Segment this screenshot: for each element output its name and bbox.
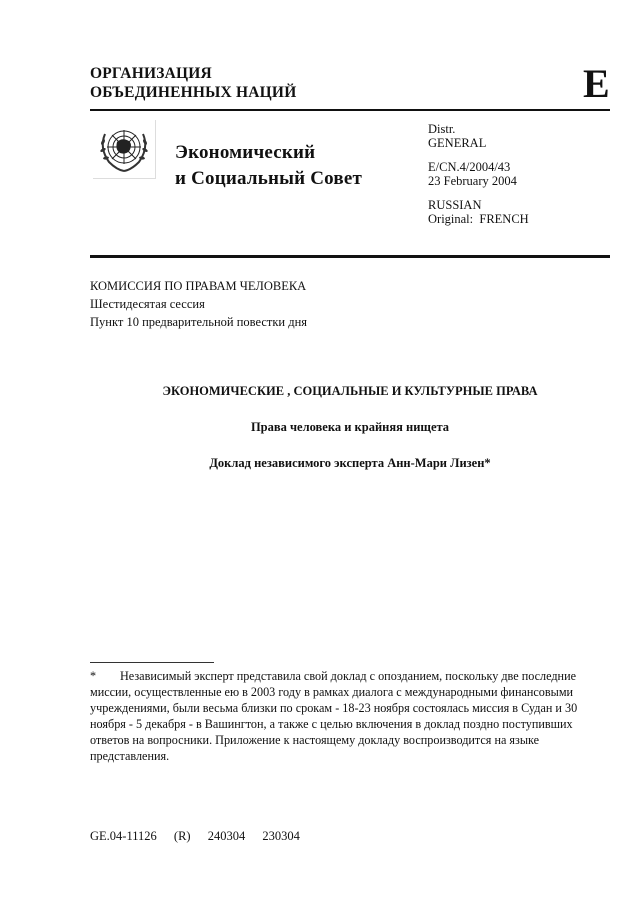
un-emblem-icon xyxy=(93,120,156,179)
organization-name xyxy=(90,64,296,102)
council-name xyxy=(175,140,362,192)
footnote-marker: * xyxy=(90,669,97,683)
main-title: ЭКОНОМИЧЕСКИЕ , СОЦИАЛЬНЫЕ И КУЛЬТУРНЫЕ ПРАВА xyxy=(162,384,538,398)
footnote xyxy=(90,668,610,764)
report-title: Доклад независимого эксперта Анн-Мари Лизен* xyxy=(209,456,491,470)
agenda-item: Пункт 10 предварительной повестки дня xyxy=(90,315,308,329)
organization-line-2: ОБЪЕДИНЕННЫХ НАЦИЙ xyxy=(90,84,297,101)
job-lang: (R) xyxy=(173,829,191,843)
commission-name: КОМИССИЯ ПО ПРАВАМ ЧЕЛОВЕКА xyxy=(90,279,307,293)
document-date: 23 February 2004 xyxy=(428,174,517,188)
commission-block xyxy=(90,277,307,331)
document-symbol: E/CN.4/2004/43 xyxy=(428,160,511,174)
section-rule xyxy=(90,255,610,258)
job-date-2: 230304 xyxy=(262,829,300,843)
session: Шестидесятая сессия xyxy=(90,297,205,311)
language-letter: E xyxy=(583,61,610,106)
document-metadata xyxy=(428,122,529,236)
distr-label: Distr. xyxy=(428,122,456,136)
job-number xyxy=(90,829,314,844)
subtitle: Права человека и крайняя нищета xyxy=(250,420,450,434)
council-line-1: Экономический xyxy=(175,142,316,163)
footnote-separator xyxy=(90,662,214,663)
original-language: Original: FRENCH xyxy=(428,212,529,226)
footnote-text: Независимый эксперт представила свой доклад с опозданием, поскольку две последние миссии, осуществленные ею в 2003 году в рамках диалога с международными финансовыми учреждениями, были весьма близки по срокам - 18-23 ноября состоялась миссия в Судан и 30 ноября - 5 декабря - в Вашингтон, а также с целью включения в доклад поздно поступивших ответов на вопросники. Приложение к настоящему докладу воспроизводится на языке представления. xyxy=(90,669,578,763)
distr-value: GENERAL xyxy=(428,136,487,150)
job-date-1: 240304 xyxy=(207,829,246,843)
header-rule xyxy=(90,109,610,111)
council-line-2: и Социальный Совет xyxy=(175,168,363,189)
document-language: RUSSIAN xyxy=(428,198,482,212)
job-code: GE.04-11126 xyxy=(90,829,157,843)
organization-line-1: ОРГАНИЗАЦИЯ xyxy=(90,65,212,82)
